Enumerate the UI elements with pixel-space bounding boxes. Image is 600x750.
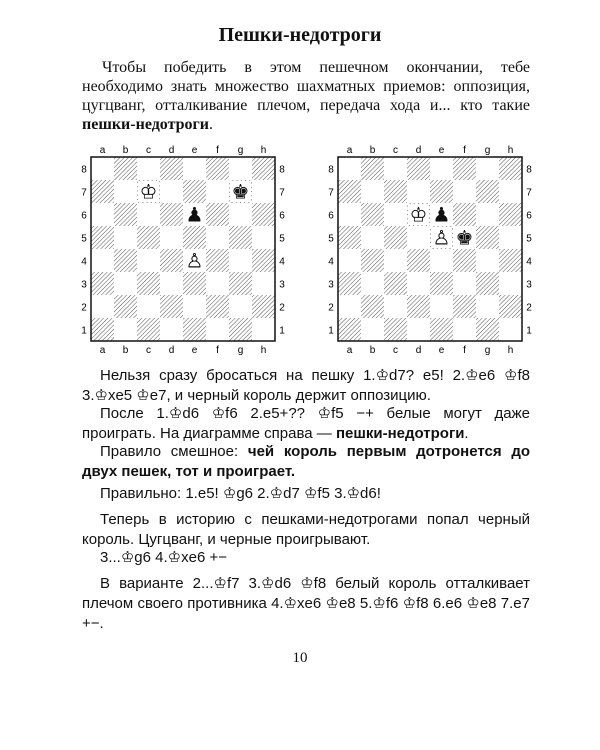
rule-bold: чей король первым дотронется до двух пешек, тот и проиграет.: [82, 443, 530, 480]
board-square-e8: [183, 157, 206, 180]
rank-label-right: 4: [279, 256, 285, 268]
board-square-b7: [114, 180, 137, 203]
file-label-bottom: a: [99, 345, 106, 356]
rank-label-left: 4: [81, 256, 87, 268]
rank-label-left: 8: [328, 164, 334, 176]
board-square-e1: [430, 318, 453, 341]
board-square-a7: [91, 180, 114, 203]
chess-diagram-left: [78, 144, 285, 358]
board-square-e3: [430, 272, 453, 295]
rank-label-right: 5: [526, 233, 532, 245]
board-square-b4: [361, 249, 384, 272]
board-square-c4: [137, 249, 160, 272]
board-square-a6: [91, 203, 114, 226]
board-square-d4: [407, 249, 430, 272]
file-label-bottom: g: [237, 345, 244, 356]
intro-paragraph: [82, 58, 530, 134]
file-label-bottom: h: [507, 345, 514, 356]
rank-label-right: 8: [526, 164, 532, 176]
board-square-g2: [229, 295, 252, 318]
file-label-bottom: e: [191, 345, 198, 356]
file-label-top: d: [415, 145, 422, 156]
board-square-a8: [338, 157, 361, 180]
file-label-top: g: [237, 145, 244, 156]
board-square-g2: [476, 295, 499, 318]
white-pawn-icon: ♙: [185, 248, 204, 273]
board-square-g1: [476, 318, 499, 341]
file-label-top: f: [216, 145, 219, 156]
rank-label-right: 3: [279, 279, 285, 291]
file-label-top: b: [122, 145, 129, 156]
paragraph-2-bold: пешки-недотроги: [335, 425, 465, 442]
board-square-h8: [499, 157, 522, 180]
board-square-d1: [407, 318, 430, 341]
board-square-f8: [206, 157, 229, 180]
board-square-g3: [229, 272, 252, 295]
board-square-g6: [229, 203, 252, 226]
board-square-d4: [160, 249, 183, 272]
board-square-f3: [206, 272, 229, 295]
board-square-b1: [361, 318, 384, 341]
rank-label-right: 4: [526, 256, 532, 268]
black-king-icon: ♚: [455, 225, 474, 250]
paragraph-history: [82, 510, 530, 550]
board-square-h3: [252, 272, 275, 295]
board-square-f6: [206, 203, 229, 226]
paragraph-1-text: Нельзя сразу бросаться на пешку 1.♔d7? e5! 2.♔e6 ♔f8 3.♔xe5 ♔e7, и черный король держит оппозицию.: [82, 367, 530, 404]
rule-lead: Правило смешное:: [100, 443, 248, 460]
paragraph-2-text: После 1.♔d6 ♔f6 2.e5+?? ♔f5 −+ белые могут даже проиграть. На диаграмме справа —: [82, 405, 530, 442]
board-square-b3: [114, 272, 137, 295]
board-square-h3: [499, 272, 522, 295]
file-label-bottom: a: [346, 345, 353, 356]
board-square-b6: [114, 203, 137, 226]
board-square-d3: [160, 272, 183, 295]
board-square-h6: [499, 203, 522, 226]
white-king-icon: ♔: [139, 179, 158, 204]
board-square-a4: [91, 249, 114, 272]
paragraph-correct: [82, 484, 530, 504]
intro-end: .: [209, 116, 214, 133]
chessboard-left: [78, 144, 285, 358]
white-king-icon: ♔: [409, 202, 428, 227]
board-square-h4: [252, 249, 275, 272]
black-pawn-icon: ♟: [432, 202, 451, 227]
rank-label-right: 7: [526, 187, 532, 199]
file-label-bottom: g: [484, 345, 491, 356]
board-square-c1: [137, 318, 160, 341]
board-square-a1: [338, 318, 361, 341]
board-square-c8: [137, 157, 160, 180]
chessboard-right: [325, 144, 532, 358]
rank-label-left: 8: [81, 164, 87, 176]
intro-bold-term: пешки-недотроги: [82, 116, 210, 133]
file-label-bottom: d: [168, 345, 175, 356]
board-square-b2: [361, 295, 384, 318]
board-square-g4: [476, 249, 499, 272]
file-label-top: g: [484, 145, 491, 156]
file-label-top: b: [369, 145, 376, 156]
board-square-h1: [252, 318, 275, 341]
board-square-a5: [91, 226, 114, 249]
board-square-d5: [160, 226, 183, 249]
board-square-f6: [453, 203, 476, 226]
file-label-top: c: [146, 145, 151, 156]
board-square-d2: [407, 295, 430, 318]
board-square-g5: [476, 226, 499, 249]
board-square-b8: [361, 157, 384, 180]
board-square-g8: [476, 157, 499, 180]
paragraph-2: [82, 404, 530, 444]
rank-label-left: 7: [81, 187, 87, 199]
board-square-e2: [430, 295, 453, 318]
rank-label-left: 2: [81, 302, 87, 314]
file-label-top: c: [393, 145, 398, 156]
board-square-b7: [361, 180, 384, 203]
board-square-g4: [229, 249, 252, 272]
file-label-bottom: d: [415, 345, 422, 356]
board-square-a6: [338, 203, 361, 226]
rank-label-right: 2: [279, 302, 285, 314]
board-square-c1: [384, 318, 407, 341]
rank-label-right: 7: [279, 187, 285, 199]
file-label-bottom: e: [438, 345, 445, 356]
board-square-g8: [229, 157, 252, 180]
history-text: Теперь в историю с пешками-недотрогами попал черный король. Цугцванг, и черные проигрывают.: [82, 511, 530, 548]
board-square-h5: [499, 226, 522, 249]
board-square-h2: [252, 295, 275, 318]
white-pawn-icon: ♙: [432, 225, 451, 250]
board-square-a8: [91, 157, 114, 180]
rank-label-left: 6: [81, 210, 87, 222]
board-square-f8: [453, 157, 476, 180]
board-square-e1: [183, 318, 206, 341]
rank-label-right: 6: [279, 210, 285, 222]
board-square-b5: [114, 226, 137, 249]
board-square-h2: [499, 295, 522, 318]
board-square-f1: [206, 318, 229, 341]
board-square-b3: [361, 272, 384, 295]
board-square-a4: [338, 249, 361, 272]
board-square-g6: [476, 203, 499, 226]
file-label-top: d: [168, 145, 175, 156]
rank-label-left: 1: [328, 325, 334, 337]
board-square-f4: [206, 249, 229, 272]
board-square-g5: [229, 226, 252, 249]
board-square-d2: [160, 295, 183, 318]
board-square-d7: [407, 180, 430, 203]
file-label-top: h: [507, 145, 514, 156]
rank-label-right: 1: [279, 325, 285, 337]
board-square-c3: [384, 272, 407, 295]
board-square-e2: [183, 295, 206, 318]
board-square-f3: [453, 272, 476, 295]
board-square-h5: [252, 226, 275, 249]
rank-label-left: 3: [81, 279, 87, 291]
board-square-a2: [91, 295, 114, 318]
board-square-h8: [252, 157, 275, 180]
rank-label-right: 6: [526, 210, 532, 222]
variation-text: В варианте 2...♔f7 3.♔d6 ♔f8 белый король отталкивает плечом своего противника 4.♔xe6 ♔e8 5.♔f6 ♔f8 6.e6 ♔e8 7.e7 +−.: [82, 575, 530, 632]
board-square-e3: [183, 272, 206, 295]
correct-line: Правильно: 1.e5! ♔g6 2.♔d7 ♔f5 3.♔d6!: [100, 485, 381, 502]
board-square-h7: [252, 180, 275, 203]
file-label-top: e: [438, 145, 445, 156]
board-square-b2: [114, 295, 137, 318]
paragraph-variation-line: [82, 548, 530, 568]
board-square-c6: [384, 203, 407, 226]
board-square-d8: [407, 157, 430, 180]
board-square-h7: [499, 180, 522, 203]
rank-label-left: 5: [328, 233, 334, 245]
board-square-b8: [114, 157, 137, 180]
rank-label-right: 2: [526, 302, 532, 314]
board-square-f2: [206, 295, 229, 318]
board-square-a3: [338, 272, 361, 295]
file-label-top: e: [191, 145, 198, 156]
board-square-e4: [430, 249, 453, 272]
page-title: Пешки-недотроги: [218, 24, 382, 46]
board-square-d1: [160, 318, 183, 341]
board-square-h4: [499, 249, 522, 272]
board-square-h6: [252, 203, 275, 226]
board-square-g7: [476, 180, 499, 203]
chess-diagram-right: [325, 144, 532, 358]
file-label-top: f: [463, 145, 466, 156]
board-square-d7: [160, 180, 183, 203]
rank-label-left: 1: [81, 325, 87, 337]
board-square-c5: [384, 226, 407, 249]
rank-label-left: 3: [328, 279, 334, 291]
board-square-d6: [160, 203, 183, 226]
board-square-d5: [407, 226, 430, 249]
board-square-c8: [384, 157, 407, 180]
file-label-top: a: [346, 145, 353, 156]
file-label-bottom: c: [146, 345, 151, 356]
board-square-e8: [430, 157, 453, 180]
paragraph-1: [82, 366, 530, 406]
rank-label-left: 6: [328, 210, 334, 222]
variation-line: 3...♔g6 4.♔xe6 +−: [100, 549, 227, 566]
board-square-b4: [114, 249, 137, 272]
board-square-f7: [206, 180, 229, 203]
rank-label-left: 5: [81, 233, 87, 245]
file-label-top: h: [260, 145, 267, 156]
rank-label-left: 4: [328, 256, 334, 268]
board-square-a2: [338, 295, 361, 318]
rank-label-right: 1: [526, 325, 532, 337]
board-square-d8: [160, 157, 183, 180]
black-king-icon: ♚: [231, 179, 250, 204]
board-square-f5: [206, 226, 229, 249]
board-square-c6: [137, 203, 160, 226]
board-square-a1: [91, 318, 114, 341]
file-label-top: a: [99, 145, 106, 156]
black-pawn-icon: ♟: [185, 202, 204, 227]
board-square-a3: [91, 272, 114, 295]
board-square-c2: [137, 295, 160, 318]
paragraph-variation: [82, 574, 530, 634]
paragraph-rule: [82, 442, 530, 482]
board-square-c4: [384, 249, 407, 272]
board-square-b5: [361, 226, 384, 249]
board-square-d3: [407, 272, 430, 295]
file-label-bottom: f: [216, 345, 219, 356]
rank-label-right: 8: [279, 164, 285, 176]
file-label-bottom: b: [369, 345, 376, 356]
board-square-a5: [338, 226, 361, 249]
board-square-c3: [137, 272, 160, 295]
board-square-b6: [361, 203, 384, 226]
board-square-e7: [183, 180, 206, 203]
board-square-g3: [476, 272, 499, 295]
rank-label-left: 7: [328, 187, 334, 199]
board-square-g1: [229, 318, 252, 341]
board-square-a7: [338, 180, 361, 203]
file-label-bottom: f: [463, 345, 466, 356]
board-square-b1: [114, 318, 137, 341]
board-square-h1: [499, 318, 522, 341]
board-square-c2: [384, 295, 407, 318]
rank-label-right: 3: [526, 279, 532, 291]
board-square-e5: [183, 226, 206, 249]
file-label-bottom: h: [260, 345, 267, 356]
paragraph-2-end: .: [464, 425, 469, 442]
board-square-f2: [453, 295, 476, 318]
intro-text: Чтобы победить в этом пешечном окончании, тебе необходимо знать множество шахматных приемов: оппозиция, цугцванг, отталкивание плечом, передача хода и... кто такие: [82, 59, 530, 114]
board-square-c5: [137, 226, 160, 249]
board-square-e7: [430, 180, 453, 203]
board-square-f1: [453, 318, 476, 341]
board-square-f7: [453, 180, 476, 203]
file-label-bottom: c: [393, 345, 398, 356]
board-square-c7: [384, 180, 407, 203]
file-label-bottom: b: [122, 345, 129, 356]
board-square-f4: [453, 249, 476, 272]
rank-label-right: 5: [279, 233, 285, 245]
rank-label-left: 2: [328, 302, 334, 314]
page-number: 10: [292, 650, 308, 666]
